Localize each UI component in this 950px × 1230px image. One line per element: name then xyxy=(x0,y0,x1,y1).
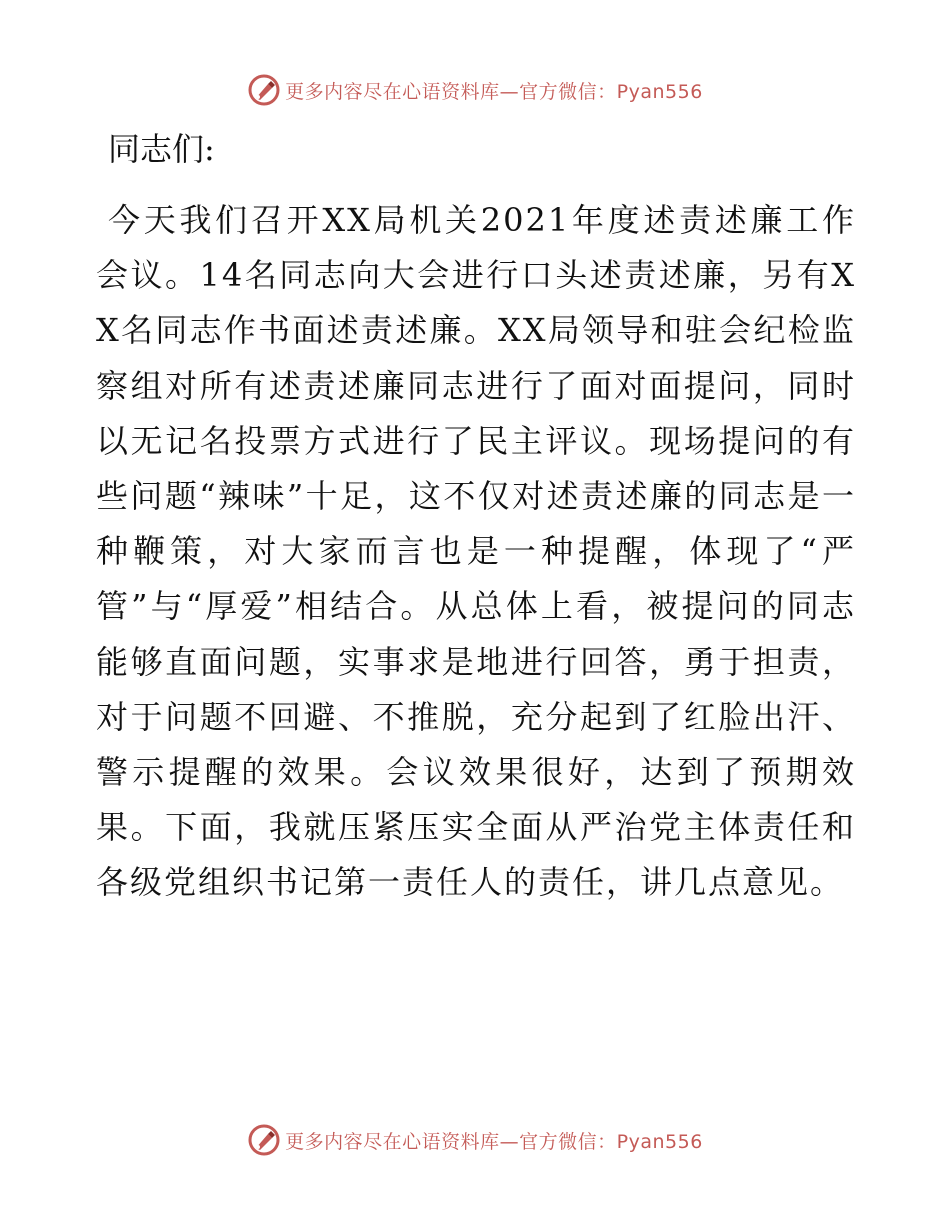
watermark-text: 更多内容尽在心语资料库—官方微信：Pyan556 xyxy=(285,80,703,103)
watermark-text: 更多内容尽在心语资料库—官方微信：Pyan556 xyxy=(285,1130,703,1153)
document-greeting: 同志们: xyxy=(108,130,215,168)
pen-logo-icon xyxy=(247,73,281,107)
footer-watermark xyxy=(0,1120,950,1160)
document-paragraph: 今天我们召开XX局机关2021年度述责述廉工作会议。14名同志向大会进行口头述责述廉，另有XX名同志作书面述责述廉。XX局领导和驻会纪检监察组对所有述责述廉同志进行了面对面提问，同时以无记名投票方式进行了民主评议。现场提问的有些问题“辣味”十足，这不仅对述责述廉的同志是一种鞭策，对大家而言也是一种提醒，体现了“严管”与“厚爱”相结合。从总体上看，被提问的同志能够直面问题，实事求是地进行回答，勇于担责，对于问题不回避、不推脱，充分起到了红脸出汗、警示提醒的效果。会议效果很好，达到了预期效果。下面，我就压紧压实全面从严治党主体责任和各级党组织书记第一责任人的责任，讲几点意见。 xyxy=(96,201,856,902)
pen-logo-icon xyxy=(247,1123,281,1157)
header-watermark xyxy=(0,70,950,110)
